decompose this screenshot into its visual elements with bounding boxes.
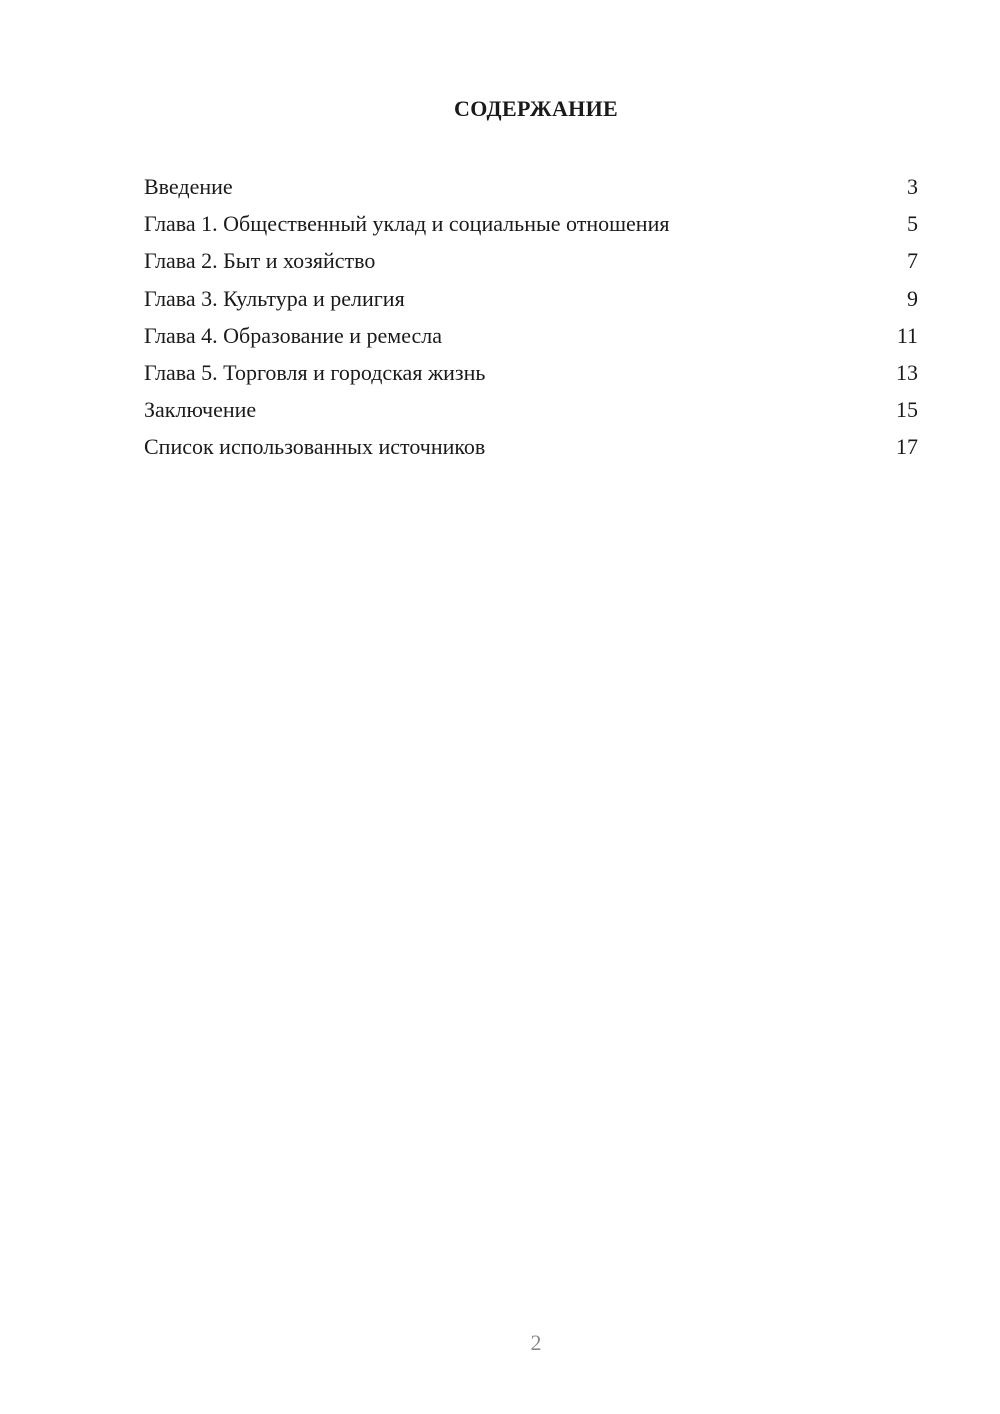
toc-entry-page: 15 [896, 397, 918, 423]
toc-entry-page: 13 [896, 359, 918, 385]
toc-entry-page: 9 [907, 285, 918, 311]
toc-entry-references [144, 428, 918, 465]
toc-entry-page: 7 [907, 248, 918, 274]
toc-entry-label: Заключение [144, 397, 257, 423]
toc-entry-label: Глава 2. Быт и хозяйство [144, 248, 376, 274]
toc-entry-chapter-2 [144, 242, 918, 279]
toc-entry-introduction [144, 168, 918, 205]
toc-entry-chapter-5 [144, 354, 918, 391]
toc-entry-page: 5 [907, 211, 918, 237]
toc-entry-chapter-1 [144, 205, 918, 242]
toc-entry-page: 17 [896, 434, 918, 460]
toc-title: СОДЕРЖАНИЕ [454, 96, 618, 121]
toc-entry-page: 11 [896, 322, 918, 348]
toc-entry-label: Глава 3. Культура и религия [144, 285, 405, 311]
table-of-contents [144, 168, 918, 466]
toc-entry-page: 3 [907, 174, 918, 199]
toc-entry-label: Глава 5. Торговля и городская жизнь [144, 359, 486, 385]
toc-entry-chapter-4 [144, 317, 918, 354]
toc-entry-label: Глава 1. Общественный уклад и социальные отношения [144, 211, 670, 237]
toc-entry-chapter-3 [144, 280, 918, 317]
toc-entry-label: Список использованных источников [144, 434, 486, 460]
toc-entry-label: Глава 4. Образование и ремесла [144, 322, 443, 348]
toc-entry-conclusion [144, 391, 918, 428]
toc-entry-label: Введение [144, 174, 233, 199]
page-number: 2 [530, 1330, 542, 1355]
